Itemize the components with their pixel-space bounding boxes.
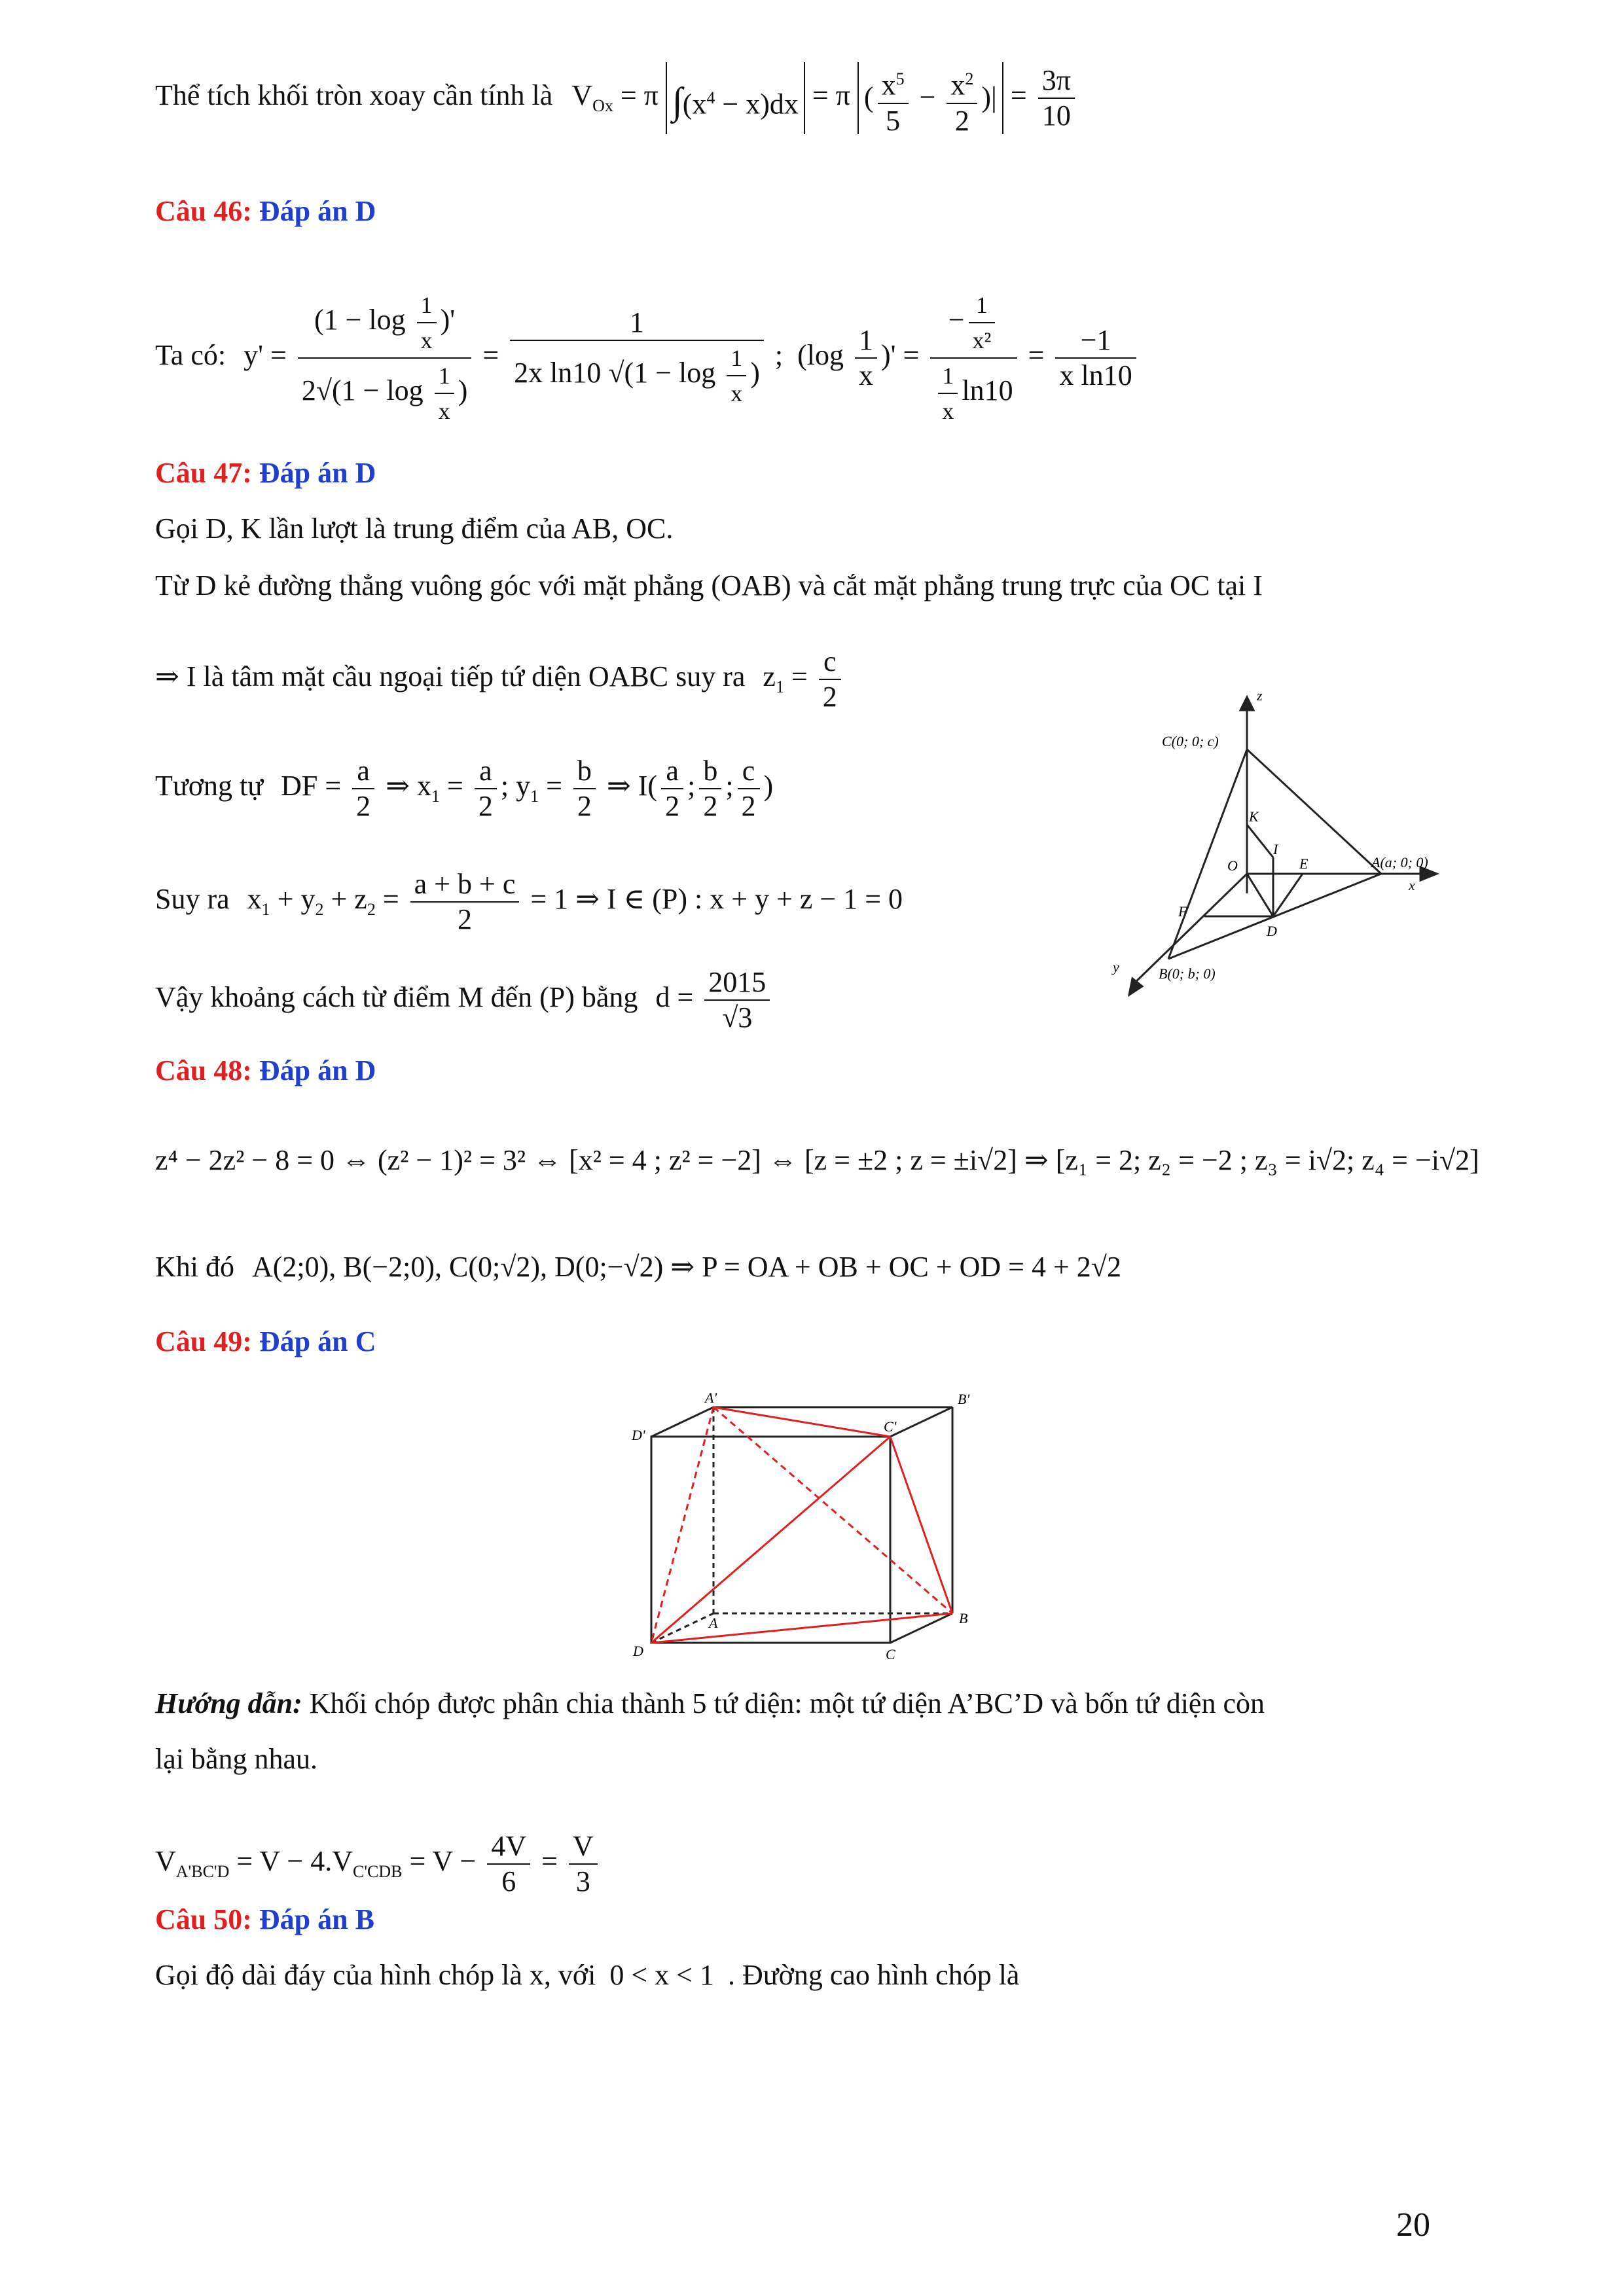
label-z: z <box>1257 691 1263 704</box>
question-47-heading: Câu 47: Đáp án D <box>155 457 376 489</box>
q48-line2: Khi đó A(2;0), B(−2;0), C(0;√2), D(0;−√2) ⇒ P = OA + OB + OC + OD = 4 + 2√2 <box>155 1251 1121 1283</box>
q48-equation: z⁴ − 2z² − 8 = 0 ⇔ (z² − 1)² = 3² ⇔ [x² = 4 ; z² = −2] ⇔ [z = ±2 ; z = ±i√2] ⇒ [z₁ = 2; z₂ = −2 ; z₃ = i√2; z₄ = −i√2] <box>155 1144 1479 1176</box>
label-C: C(0; 0; c) <box>1162 733 1219 749</box>
label-x: x <box>1409 877 1415 893</box>
q47-line3: ⇒ I là tâm mặt cầu ngoại tiếp tứ diện OABC suy ra $z_1$ = $\frac{c}{2}$ <box>155 645 845 714</box>
q49-guide-line2: lại bằng nhau. <box>155 1743 318 1775</box>
label-B-prime: B' <box>958 1391 970 1407</box>
label-A-prime: A' <box>705 1390 717 1406</box>
label-E: E <box>1299 855 1308 872</box>
label-cube-B: B <box>959 1610 968 1626</box>
q47-line5: Suy ra $x_1 + y_2 + z_2$ = $\frac{a + b + c}{2}$ = 1 ⇒ I ∈ (P) : x + y + z − 1 = 0 <box>155 868 903 935</box>
q49-guide-line1: Hướng dẫn: Khối chóp được phân chia thành 5 tứ diện: một tứ diện A’BC’D và bốn tứ diện còn <box>155 1687 1265 1719</box>
z-arrow-icon <box>1240 697 1254 710</box>
label-y: y <box>1113 959 1119 975</box>
volume-line: Thể tích khối tròn xoay cần tính là $V_{Ox} = \pi$ $\int(x^4 - x)dx = \pi$ ( $\frac{x^5}{5}$ − $\frac{x^2}{2}$ )| = $\frac{3\pi}{10}$ <box>155 62 1079 134</box>
label-cube-C: C <box>886 1646 895 1662</box>
label-K: K <box>1249 808 1259 825</box>
label-B: B(0; b; 0) <box>1159 965 1216 982</box>
label-D: D <box>1267 923 1277 939</box>
label-F: F <box>1178 903 1187 920</box>
question-50-heading: Câu 50: Đáp án B <box>155 1903 374 1935</box>
question-46-heading: Câu 46: Đáp án D <box>155 195 376 227</box>
question-48-heading: Câu 48: Đáp án D <box>155 1054 376 1086</box>
question-49-heading: Câu 49: Đáp án C <box>155 1325 376 1357</box>
q47-line6: Vậy khoảng cách từ điểm M đến (P) bằng d = $\frac{2015}{√3}$ <box>155 965 774 1035</box>
label-cube-D: D <box>633 1643 643 1659</box>
label-cube-A: A <box>709 1615 718 1631</box>
y-arrow-icon <box>1129 978 1142 995</box>
label-I: I <box>1273 841 1278 857</box>
label-C-prime: C' <box>884 1418 897 1435</box>
page-number: 20 <box>1396 2206 1430 2244</box>
q47-line2: Từ D kẻ đường thẳng vuông góc với mặt phẳng (OAB) và cắt mặt phẳng trung trực của OC tại I <box>155 569 1263 601</box>
q50-line: Gọi độ dài đáy của hình chóp là x, với 0 < x < 1 . Đường cao hình chóp là <box>155 1959 1020 1991</box>
label-A: A(a; 0; 0) <box>1371 854 1428 870</box>
q47-line1: Gọi D, K lần lượt là trung điểm của AB, OC. <box>155 512 674 545</box>
q47-line4: Tương tự DF = $\frac{a}{2}$ ⇒ $x_1$ = $\frac{a}{2}$ ; $y_1$ = $\frac{b}{2}$ ⇒ I( $\frac{a}{2}$ ; $\frac{b}{2}$ ; $\frac{c}{2}$ ) <box>155 755 774 822</box>
volume-formula: $V_{Ox} = \pi$ $\int(x^4 - x)dx = \pi$ ( $\frac{x^5}{5}$ − $\frac{x^2}{2}$ )| = $\frac{3\pi}{10}$ <box>571 79 1079 111</box>
question-46-derivative: Ta có: y' = (1 − log $\frac{1}{x}$ )' 2√(1 − log $\frac{1}{x}$ ) = 1 2x ln10 √(1 − log $\frac{1}{x}$ ) ; (log $\frac{1}{x}$ )' = − $\frac{1}{\text{x²}}$ $\frac{1}{x}$ ln10 = $\frac{-1}{\text{x ln10}}$ <box>155 288 1140 428</box>
label-O: O <box>1227 857 1238 874</box>
label-D-prime: D' <box>632 1427 645 1443</box>
q49-volume-formula: $V_{A'BC'D} = V - 4.V_{C'CDB} = V$ − $\frac{4V}{6}$ = $\frac{V}{3}$ <box>155 1829 602 1899</box>
tetrahedron-figure <box>1106 691 1447 998</box>
cube-figure <box>625 1378 979 1666</box>
